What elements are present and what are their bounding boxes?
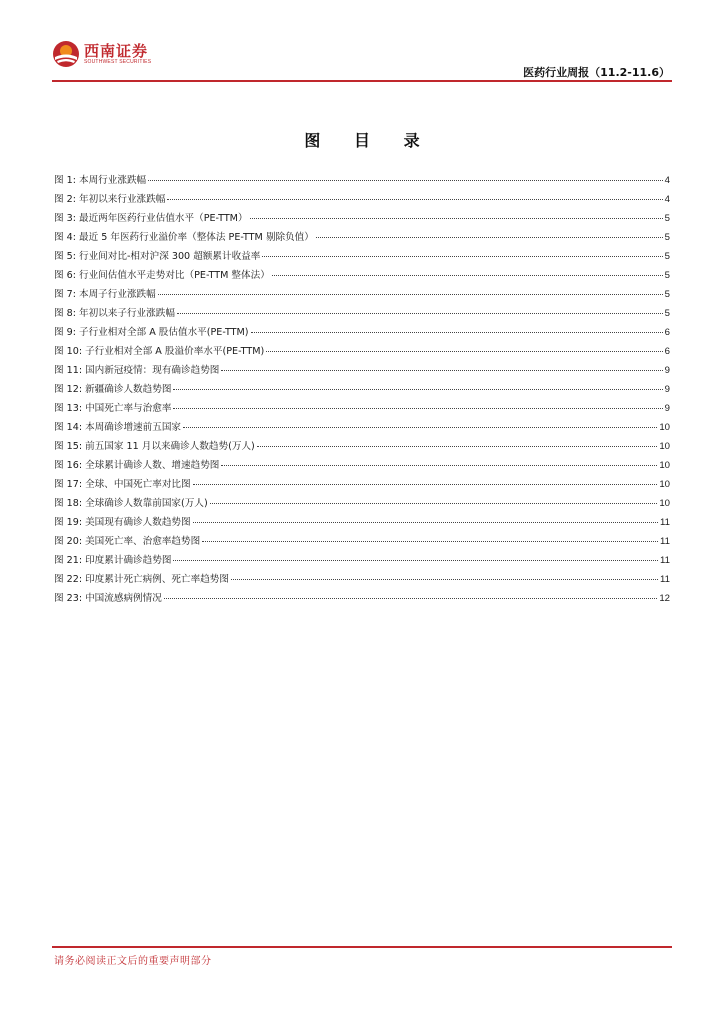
figure-number: 图 4: <box>54 232 76 243</box>
figure-caption: 子行业相对全部 A 股溢价率水平(PE-TTM) <box>85 346 265 357</box>
figure-list-item[interactable] <box>54 514 670 533</box>
figure-number: 图 20: <box>54 536 83 547</box>
figure-caption: 全球确诊人数靠前国家(万人) <box>85 498 208 509</box>
figure-number: 图 17: <box>54 479 83 490</box>
page-number: 10 <box>659 498 670 509</box>
figure-caption: 年初以来子行业涨跌幅 <box>78 308 175 319</box>
figure-list-item[interactable] <box>54 571 670 590</box>
page-number: 5 <box>664 289 670 300</box>
figure-list-item[interactable] <box>54 286 670 305</box>
page-header <box>52 38 672 82</box>
figure-number: 图 16: <box>54 460 83 471</box>
dot-leader <box>158 294 663 295</box>
figure-caption: 美国死亡率、治愈率趋势图 <box>85 536 201 547</box>
figure-number: 图 14: <box>54 422 83 433</box>
page-number: 5 <box>664 213 670 224</box>
figure-number: 图 6: <box>54 270 76 281</box>
dot-leader <box>167 199 662 200</box>
figure-caption: 全球、中国死亡率对比图 <box>85 479 191 490</box>
figure-list-item[interactable] <box>54 172 670 191</box>
figure-caption: 印度累计死亡病例、死亡率趋势图 <box>85 574 229 585</box>
figure-list-item[interactable] <box>54 191 670 210</box>
figure-number: 图 13: <box>54 403 83 414</box>
figure-list-item[interactable] <box>54 533 670 552</box>
page-number: 5 <box>664 270 670 281</box>
figure-list-item[interactable] <box>54 476 670 495</box>
figure-caption: 最近两年医药行业估值水平（PE-TTM） <box>78 213 248 224</box>
page-number: 9 <box>664 365 670 376</box>
figure-number: 图 7: <box>54 289 76 300</box>
page-number: 11 <box>660 574 670 585</box>
dot-leader <box>231 579 658 580</box>
page-number: 11 <box>660 555 670 566</box>
dot-leader <box>164 598 657 599</box>
dot-leader <box>173 560 658 561</box>
logo-english-name: SOUTHWEST SECURITIES <box>84 58 152 65</box>
dot-leader <box>202 541 658 542</box>
figure-list-item[interactable] <box>54 305 670 324</box>
figure-list <box>54 172 670 609</box>
figure-number: 图 8: <box>54 308 76 319</box>
dot-leader <box>266 351 662 352</box>
figure-caption: 行业间估值水平走势对比（PE-TTM 整体法） <box>78 270 270 281</box>
dot-leader <box>251 332 663 333</box>
figure-list-item[interactable] <box>54 343 670 362</box>
page-number: 4 <box>664 194 670 205</box>
figure-list-title: 图 目 录 <box>304 131 434 150</box>
page-number: 5 <box>664 251 670 262</box>
page-number: 6 <box>664 346 670 357</box>
dot-leader <box>210 503 658 504</box>
figure-caption: 前五国家 11 月以来确诊人数趋势(万人) <box>85 441 255 452</box>
figure-list-item[interactable] <box>54 495 670 514</box>
figure-list-item[interactable] <box>54 324 670 343</box>
figure-list-item[interactable] <box>54 419 670 438</box>
dot-leader <box>262 256 662 257</box>
figure-caption: 全球累计确诊人数、增速趋势图 <box>85 460 220 471</box>
figure-list-item[interactable] <box>54 267 670 286</box>
figure-list-item[interactable] <box>54 552 670 571</box>
figure-list-item[interactable] <box>54 590 670 609</box>
figure-caption: 本周行业涨跌幅 <box>78 175 147 186</box>
figure-caption: 美国现有确诊人数趋势图 <box>85 517 191 528</box>
figure-list-item[interactable] <box>54 229 670 248</box>
figure-number: 图 12: <box>54 384 83 395</box>
page-number: 5 <box>664 308 670 319</box>
figure-number: 图 5: <box>54 251 76 262</box>
figure-caption: 最近 5 年医药行业溢价率（整体法 PE-TTM 剔除负值） <box>78 232 314 243</box>
page-number: 10 <box>659 441 670 452</box>
figure-list-item[interactable] <box>54 362 670 381</box>
figure-number: 图 3: <box>54 213 76 224</box>
figure-caption: 中国流感病例情况 <box>85 593 162 604</box>
page-number: 12 <box>659 593 670 604</box>
dot-leader <box>148 180 663 181</box>
figure-number: 图 23: <box>54 593 83 604</box>
page-number: 10 <box>659 422 670 433</box>
figure-number: 图 15: <box>54 441 83 452</box>
dot-leader <box>183 427 657 428</box>
dot-leader <box>257 446 658 447</box>
footer-disclaimer: 请务必阅读正文后的重要声明部分 <box>54 956 212 967</box>
figure-number: 图 19: <box>54 517 83 528</box>
dot-leader <box>193 484 658 485</box>
figure-list-item[interactable] <box>54 248 670 267</box>
figure-number: 图 18: <box>54 498 83 509</box>
figure-caption: 印度累计确诊趋势图 <box>85 555 172 566</box>
dot-leader <box>221 370 662 371</box>
figure-caption: 国内新冠疫情：现有确诊趋势图 <box>85 365 220 376</box>
dot-leader <box>316 237 663 238</box>
figure-caption: 本周子行业涨跌幅 <box>78 289 156 300</box>
dot-leader <box>221 465 657 466</box>
dot-leader <box>177 313 663 314</box>
figure-number: 图 11: <box>54 365 83 376</box>
logo-emblem-icon <box>52 40 80 68</box>
dot-leader <box>272 275 663 276</box>
footer-divider <box>52 946 672 948</box>
page-number: 10 <box>659 460 670 471</box>
page-number: 10 <box>659 479 670 490</box>
page-number: 9 <box>664 384 670 395</box>
figure-list-item[interactable] <box>54 438 670 457</box>
dot-leader <box>173 389 662 390</box>
figure-number: 图 1: <box>54 175 76 186</box>
figure-number: 图 22: <box>54 574 83 585</box>
figure-number: 图 21: <box>54 555 83 566</box>
page-number: 11 <box>660 517 670 528</box>
company-logo <box>52 40 151 68</box>
figure-caption: 本周确诊增速前五国家 <box>85 422 182 433</box>
dot-leader <box>193 522 658 523</box>
page-number: 9 <box>664 403 670 414</box>
figure-list-item[interactable] <box>54 400 670 419</box>
figure-list-item[interactable] <box>54 210 670 229</box>
dot-leader <box>173 408 662 409</box>
page-number: 6 <box>664 327 670 338</box>
header-divider <box>52 80 672 82</box>
logo-chinese-name: 西南证券 <box>84 41 149 60</box>
figure-caption: 中国死亡率与治愈率 <box>85 403 172 414</box>
figure-caption: 年初以来行业涨跌幅 <box>78 194 166 205</box>
dot-leader <box>250 218 663 219</box>
figure-caption: 行业间对比-相对沪深 300 超额累计收益率 <box>78 251 261 262</box>
figure-number: 图 10: <box>54 346 83 357</box>
page-number: 4 <box>664 175 670 186</box>
figure-list-item[interactable] <box>54 457 670 476</box>
figure-list-item[interactable] <box>54 381 670 400</box>
figure-caption: 新疆确诊人数趋势图 <box>85 384 172 395</box>
figure-number: 图 9: <box>54 327 76 338</box>
report-title: 医药行业周报（11.2-11.6） <box>523 66 670 79</box>
page-number: 5 <box>664 232 670 243</box>
figure-caption: 子行业相对全部 A 股估值水平(PE-TTM) <box>78 327 249 338</box>
figure-number: 图 2: <box>54 194 76 205</box>
page-number: 11 <box>660 536 670 547</box>
